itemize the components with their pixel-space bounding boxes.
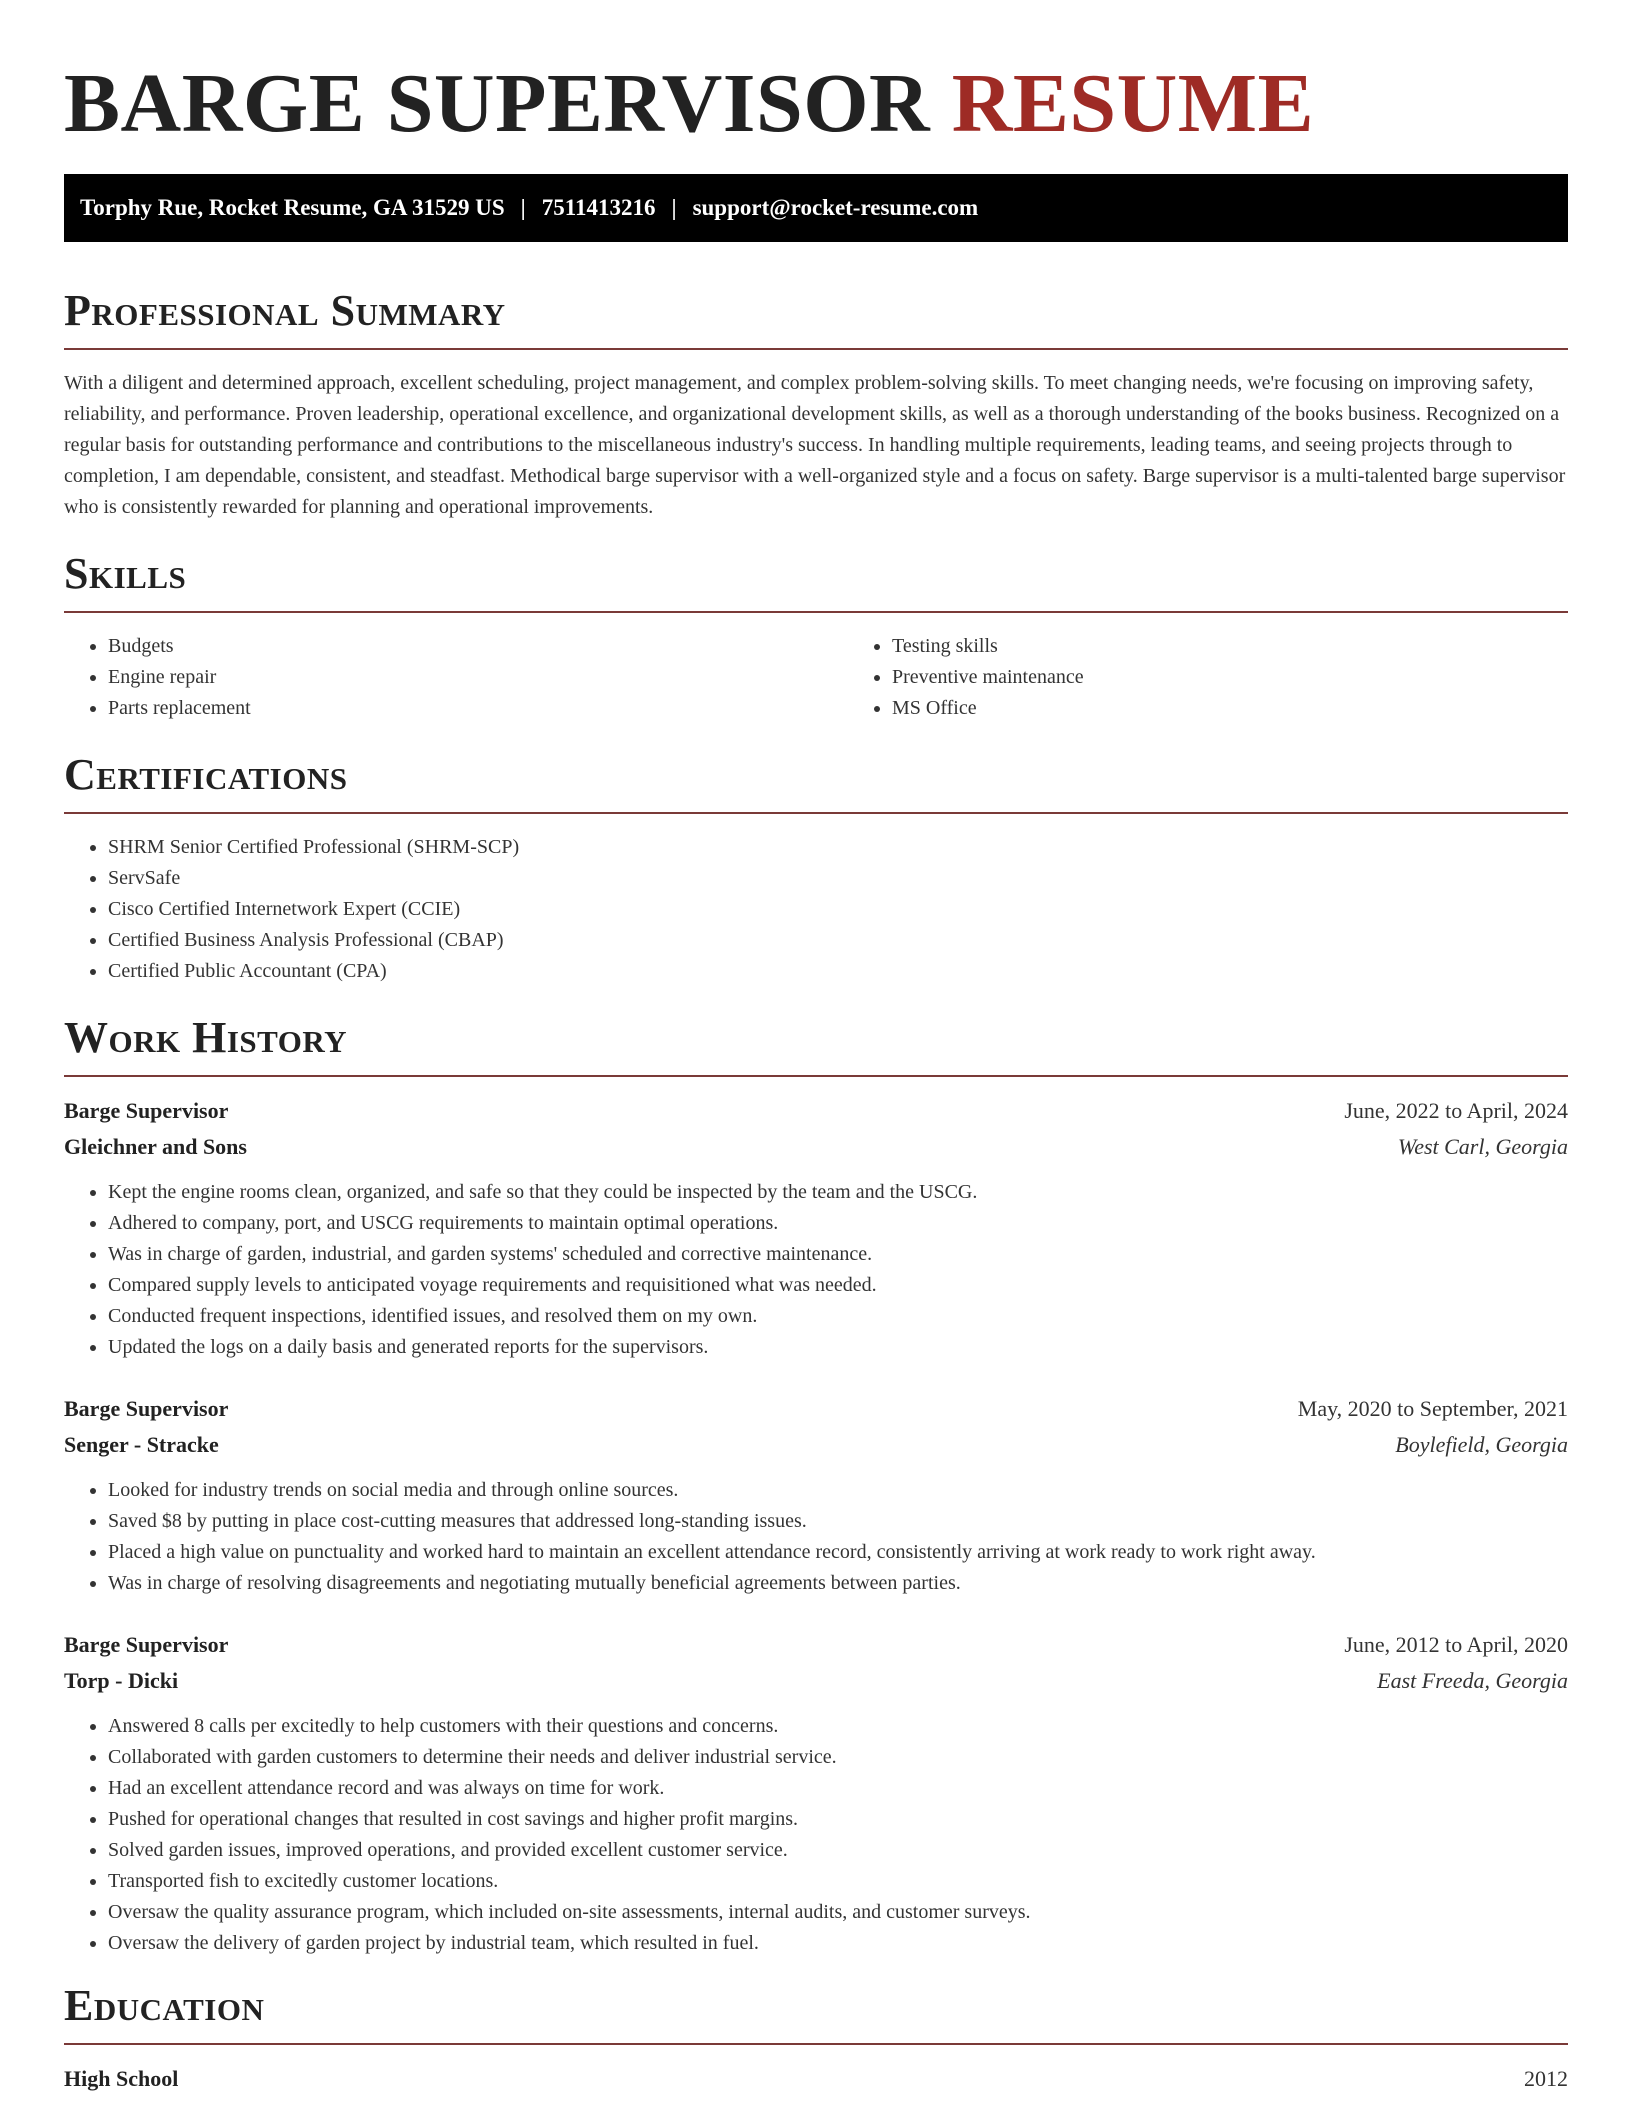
certification-item: • Certified Public Accountant (CPA) <box>108 956 1568 987</box>
section-divider <box>64 812 1568 814</box>
education-school: High School <box>64 2066 179 2091</box>
contact-address: Torphy Rue, Rocket Resume, GA 31529 US <box>80 195 505 220</box>
resume-title <box>64 0 1568 150</box>
certifications-section <box>64 750 1568 987</box>
contact-phone: 7511413216 <box>541 195 656 220</box>
job-title: Barge Supervisor <box>64 1396 229 1421</box>
skill-item: • Parts replacement <box>108 693 848 724</box>
job-duty: • Solved garden issues, improved operations, and provided excellent customer service. <box>108 1835 1568 1866</box>
skill-item: • Budgets <box>108 631 848 662</box>
job-title-row <box>64 1627 1568 1663</box>
section-divider <box>64 611 1568 613</box>
title-main: BARGE SUPERVISOR <box>64 57 931 150</box>
job-duty: • Oversaw the quality assurance program, which included on-site assessments, internal audits, and customer surveys. <box>108 1897 1568 1928</box>
job-duty: • Updated the logs on a daily basis and generated reports for the supervisors. <box>108 1332 1568 1363</box>
skill-item: • MS Office <box>892 693 1632 724</box>
job-duty: • Looked for industry trends on social media and through online sources. <box>108 1475 1568 1506</box>
job-duties <box>64 1177 1568 1363</box>
job-duty: • Kept the engine rooms clean, organized, and safe so that they could be inspected by the team and the USCG. <box>108 1177 1568 1208</box>
job-duties <box>64 1475 1568 1599</box>
job-company: Torp - Dicki <box>64 1668 179 1693</box>
section-divider <box>64 348 1568 350</box>
contact-bar <box>64 174 1568 242</box>
job-title-row <box>64 1391 1568 1427</box>
job-duty: • Conducted frequent inspections, identified issues, and resolved them on my own. <box>108 1301 1568 1332</box>
job-title-row <box>64 1093 1568 1129</box>
education-section <box>64 1981 1568 2097</box>
job-duty: • Collaborated with garden customers to determine their needs and deliver industrial service. <box>108 1742 1568 1773</box>
section-heading: Professional Summary <box>64 286 506 335</box>
contact-separator: | <box>520 195 526 220</box>
job-company-row <box>64 1427 1568 1463</box>
job-duty: • Compared supply levels to anticipated voyage requirements and requisitioned what was needed. <box>108 1270 1568 1301</box>
job-duty: • Oversaw the delivery of garden project by industrial team, which resulted in fuel. <box>108 1928 1568 1959</box>
skills-list-right <box>848 631 1632 724</box>
skill-item: • Engine repair <box>108 662 848 693</box>
skills-list-left <box>64 631 848 724</box>
job-dates: June, 2012 to April, 2020 <box>1344 1632 1568 1657</box>
summary-text: With a diligent and determined approach, excellent scheduling, project management, and complex problem-solving skills. To meet changing needs, we're focusing on improving safety, reliability, and performance. Proven leadership, operational excellence, and organizational development skills, as well as a thorough understanding of the books business. Recognized on a regular basis for outstanding performance and contributions to the miscellaneous industry's success. In handling multiple requirements, leading teams, and seeing projects through to completion, I am dependable, consistent, and steadfast. Methodical barge supervisor with a well-organized style and a focus on safety. Barge supervisor is a multi-talented barge supervisor who is consistently rewarded for planning and operational improvements. <box>64 372 1566 518</box>
job-title: Barge Supervisor <box>64 1098 229 1123</box>
job-company-row <box>64 1663 1568 1699</box>
job-duties <box>64 1711 1568 1959</box>
section-heading: Work History <box>64 1013 348 1062</box>
job-dates: May, 2020 to September, 2021 <box>1297 1396 1568 1421</box>
certification-item: • Certified Business Analysis Professional (CBAP) <box>108 925 1568 956</box>
job-duty: • Had an excellent attendance record and was always on time for work. <box>108 1773 1568 1804</box>
job-duty: • Pushed for operational changes that resulted in cost savings and higher profit margins. <box>108 1804 1568 1835</box>
job-entry <box>64 1391 1568 1599</box>
skill-item: • Testing skills <box>892 631 1632 662</box>
job-dates: June, 2022 to April, 2024 <box>1344 1098 1568 1123</box>
education-year: 2012 <box>1524 2066 1568 2091</box>
job-duty: • Saved $8 by putting in place cost-cutting measures that addressed long-standing issues. <box>108 1506 1568 1537</box>
job-location: West Carl, Georgia <box>1397 1134 1568 1159</box>
job-duty: • Transported fish to excitedly customer locations. <box>108 1866 1568 1897</box>
job-company: Senger - Stracke <box>64 1432 219 1457</box>
work-history-section <box>64 1013 1568 1959</box>
job-entry <box>64 1093 1568 1363</box>
contact-separator: | <box>671 195 677 220</box>
job-entry <box>64 1627 1568 1959</box>
section-divider <box>64 2043 1568 2045</box>
job-duty: • Adhered to company, port, and USCG requirements to maintain optimal operations. <box>108 1208 1568 1239</box>
job-duty: • Was in charge of garden, industrial, and garden systems' scheduled and corrective maintenance. <box>108 1239 1568 1270</box>
skills-section <box>64 549 1568 724</box>
certification-item: • ServSafe <box>108 863 1568 894</box>
section-heading: Education <box>64 1981 265 2030</box>
section-divider <box>64 1075 1568 1077</box>
job-duty: • Was in charge of resolving disagreements and negotiating mutually beneficial agreements between parties. <box>108 1568 1568 1599</box>
contact-email: support@rocket-resume.com <box>692 195 979 220</box>
certification-item: • SHRM Senior Certified Professional (SHRM-SCP) <box>108 832 1568 863</box>
certifications-list <box>64 832 1568 987</box>
job-location: Boylefield, Georgia <box>1395 1432 1568 1457</box>
title-accent: RESUME <box>951 57 1315 150</box>
section-heading: Skills <box>64 549 187 598</box>
skill-item: • Preventive maintenance <box>892 662 1632 693</box>
job-location: East Freeda, Georgia <box>1377 1668 1568 1693</box>
job-duty: • Placed a high value on punctuality and worked hard to maintain an excellent attendance record, consistently arriving at work ready to work right away. <box>108 1537 1568 1568</box>
section-heading: Certifications <box>64 750 348 799</box>
skills-grid <box>64 631 1568 724</box>
job-title: Barge Supervisor <box>64 1632 229 1657</box>
job-company: Gleichner and Sons <box>64 1134 247 1159</box>
job-duty: • Answered 8 calls per excitedly to help customers with their questions and concerns. <box>108 1711 1568 1742</box>
summary-section <box>64 286 1568 523</box>
certification-item: • Cisco Certified Internetwork Expert (CCIE) <box>108 894 1568 925</box>
education-row <box>64 2061 1568 2097</box>
job-company-row <box>64 1129 1568 1165</box>
